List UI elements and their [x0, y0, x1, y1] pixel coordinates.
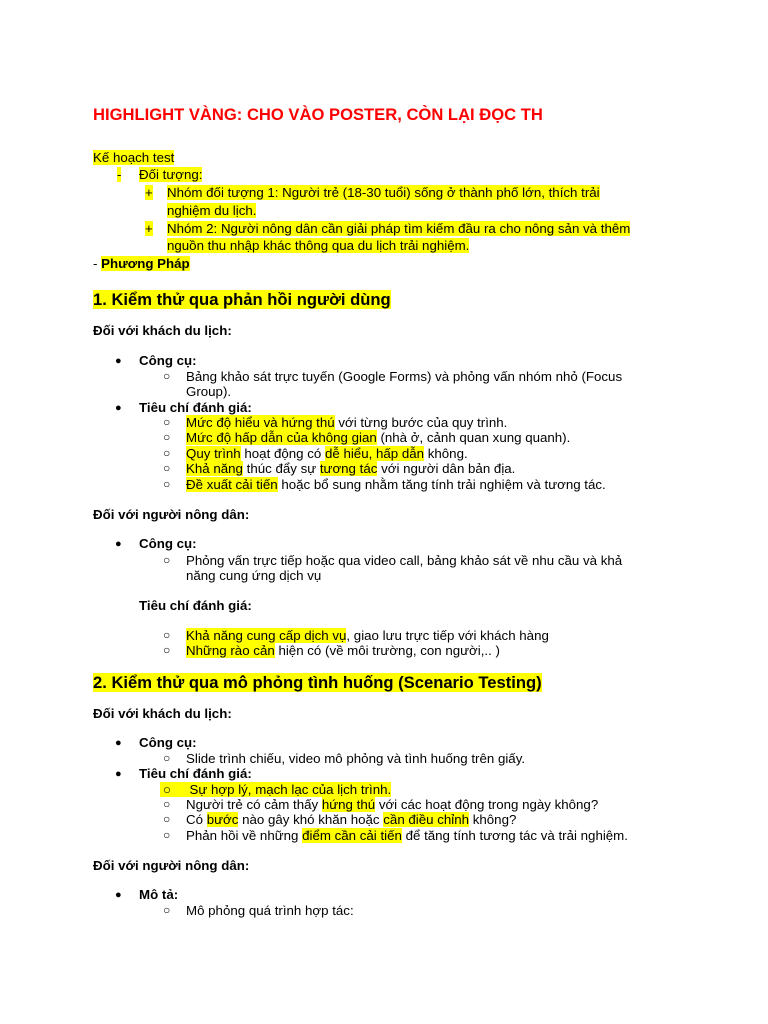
- plus-marker: +: [145, 221, 153, 236]
- s1-criteria-label: Tiêu chí đánh giá:: [139, 400, 252, 415]
- section1-heading: 1. Kiểm thử qua phản hồi người dùng: [93, 290, 391, 309]
- circle-bullet-icon: ○: [163, 643, 171, 657]
- s1-criterion-4: Khả năng thúc đẩy sự tương tác với người dân bản địa.: [186, 461, 516, 476]
- bullet-icon: ●: [115, 355, 122, 367]
- circle-bullet-icon: ○: [163, 797, 171, 811]
- circle-bullet-icon: ○: [163, 751, 171, 765]
- section2-heading: 2. Kiểm thử qua mô phỏng tình huống (Scenario Testing): [93, 673, 542, 692]
- plan-label: Kế hoạch test: [93, 150, 175, 165]
- s1-tool1: Bảng khảo sát trực tuyến (Google Forms) và phỏng vấn nhóm nhỏ (Focus: [186, 369, 623, 384]
- circle-bullet-icon: ○: [163, 430, 171, 444]
- plus-marker: +: [145, 185, 153, 200]
- plan-dash: -: [117, 167, 122, 182]
- circle-bullet-icon: ○: [163, 477, 171, 491]
- bullet-icon: ●: [115, 538, 122, 550]
- method-dash: -: [93, 256, 102, 271]
- circle-bullet-icon: ○: [163, 446, 171, 460]
- circle-bullet-icon: ○: [163, 828, 171, 842]
- group2-text-cont: nguồn thu nhập khác thông qua du lịch trải nghiệm.: [167, 238, 470, 253]
- s1-criterion-5: Đề xuất cải tiến hoặc bổ sung nhằm tăng tính trải nghiệm và tương tác.: [186, 477, 606, 492]
- circle-bullet-icon: ○: [163, 628, 171, 642]
- s1-farmer-criteria-label: Tiêu chí đánh giá:: [139, 598, 252, 613]
- s1-farmer-criterion-2: Những rào cản hiện có (về môi trường, con người,.. ): [186, 643, 500, 658]
- circle-bullet-icon: ○: [163, 553, 171, 567]
- circle-bullet-icon: ○: [163, 369, 171, 383]
- bullet-icon: ●: [115, 768, 122, 780]
- circle-bullet-icon: ○: [160, 782, 171, 797]
- page-title: HIGHLIGHT VÀNG: CHO VÀO POSTER, CÒN LẠI ĐỌC TH: [93, 105, 543, 124]
- group1-text-cont: nghiệm du lịch.: [167, 203, 257, 218]
- s2-farmer-label: Đối với người nông dân:: [93, 858, 250, 873]
- s2-criteria-label: Tiêu chí đánh giá:: [139, 766, 252, 781]
- s2-criterion-1: ○ Sự hợp lý, mạch lạc của lịch trình.: [160, 782, 391, 798]
- circle-bullet-icon: ○: [163, 461, 171, 475]
- s2-criterion-3: Có bước nào gây khó khăn hoặc cần điều chỉnh không?: [186, 812, 517, 827]
- circle-bullet-icon: ○: [163, 415, 171, 429]
- s1-tourist-label: Đối với khách du lịch:: [93, 323, 232, 338]
- s1-criterion-1: Mức độ hiểu và hứng thú với từng bước của quy trình.: [186, 415, 508, 430]
- circle-bullet-icon: ○: [163, 812, 171, 826]
- s1-farmer-tools-label: Công cụ:: [139, 536, 197, 551]
- group1-text: Nhóm đối tượng 1: Người trẻ (18-30 tuổi) sống ở thành phố lớn, thích trải: [167, 185, 600, 200]
- s2-desc-label: Mô tả:: [139, 887, 179, 902]
- s1-criterion-3: Quy trình hoạt động có dễ hiểu, hấp dẫn không.: [186, 446, 468, 461]
- target-label: Đối tượng:: [139, 167, 203, 182]
- s2-tools-label: Công cụ:: [139, 735, 197, 750]
- s1-tool1-cont: Group).: [186, 384, 232, 399]
- s2-criterion-2: Người trẻ có cảm thấy hứng thú với các hoạt động trong ngày không?: [186, 797, 599, 812]
- s2-tourist-label: Đối với khách du lịch:: [93, 706, 232, 721]
- s2-desc1: Mô phỏng quá trình hợp tác:: [186, 903, 354, 918]
- s1-criterion-2: Mức độ hấp dẫn của không gian (nhà ở, cảnh quan xung quanh).: [186, 430, 571, 445]
- s1-tools-label: Công cụ:: [139, 353, 197, 368]
- bullet-icon: ●: [115, 402, 122, 414]
- s2-tool1: Slide trình chiếu, video mô phỏng và tình huống trên giấy.: [186, 751, 526, 766]
- s1-farmer-criterion-1: Khả năng cung cấp dịch vụ, giao lưu trực tiếp với khách hàng: [186, 628, 549, 643]
- s2-criterion-4: Phản hồi về những điểm cần cải tiến để tăng tính tương tác và trải nghiệm.: [186, 828, 628, 843]
- s1-farmer-tool1: Phỏng vấn trực tiếp hoặc qua video call, bảng khảo sát về nhu cầu và khả: [186, 553, 623, 568]
- s1-farmer-tool1-cont: năng cung ứng dịch vụ: [186, 568, 322, 583]
- s1-farmer-label: Đối với người nông dân:: [93, 507, 250, 522]
- bullet-icon: ●: [115, 889, 122, 901]
- bullet-icon: ●: [115, 737, 122, 749]
- circle-bullet-icon: ○: [163, 903, 171, 917]
- group2-text: Nhóm 2: Người nông dân cần giải pháp tìm kiếm đầu ra cho nông sản và thêm: [167, 221, 631, 236]
- method-label: Phương Pháp: [101, 256, 190, 271]
